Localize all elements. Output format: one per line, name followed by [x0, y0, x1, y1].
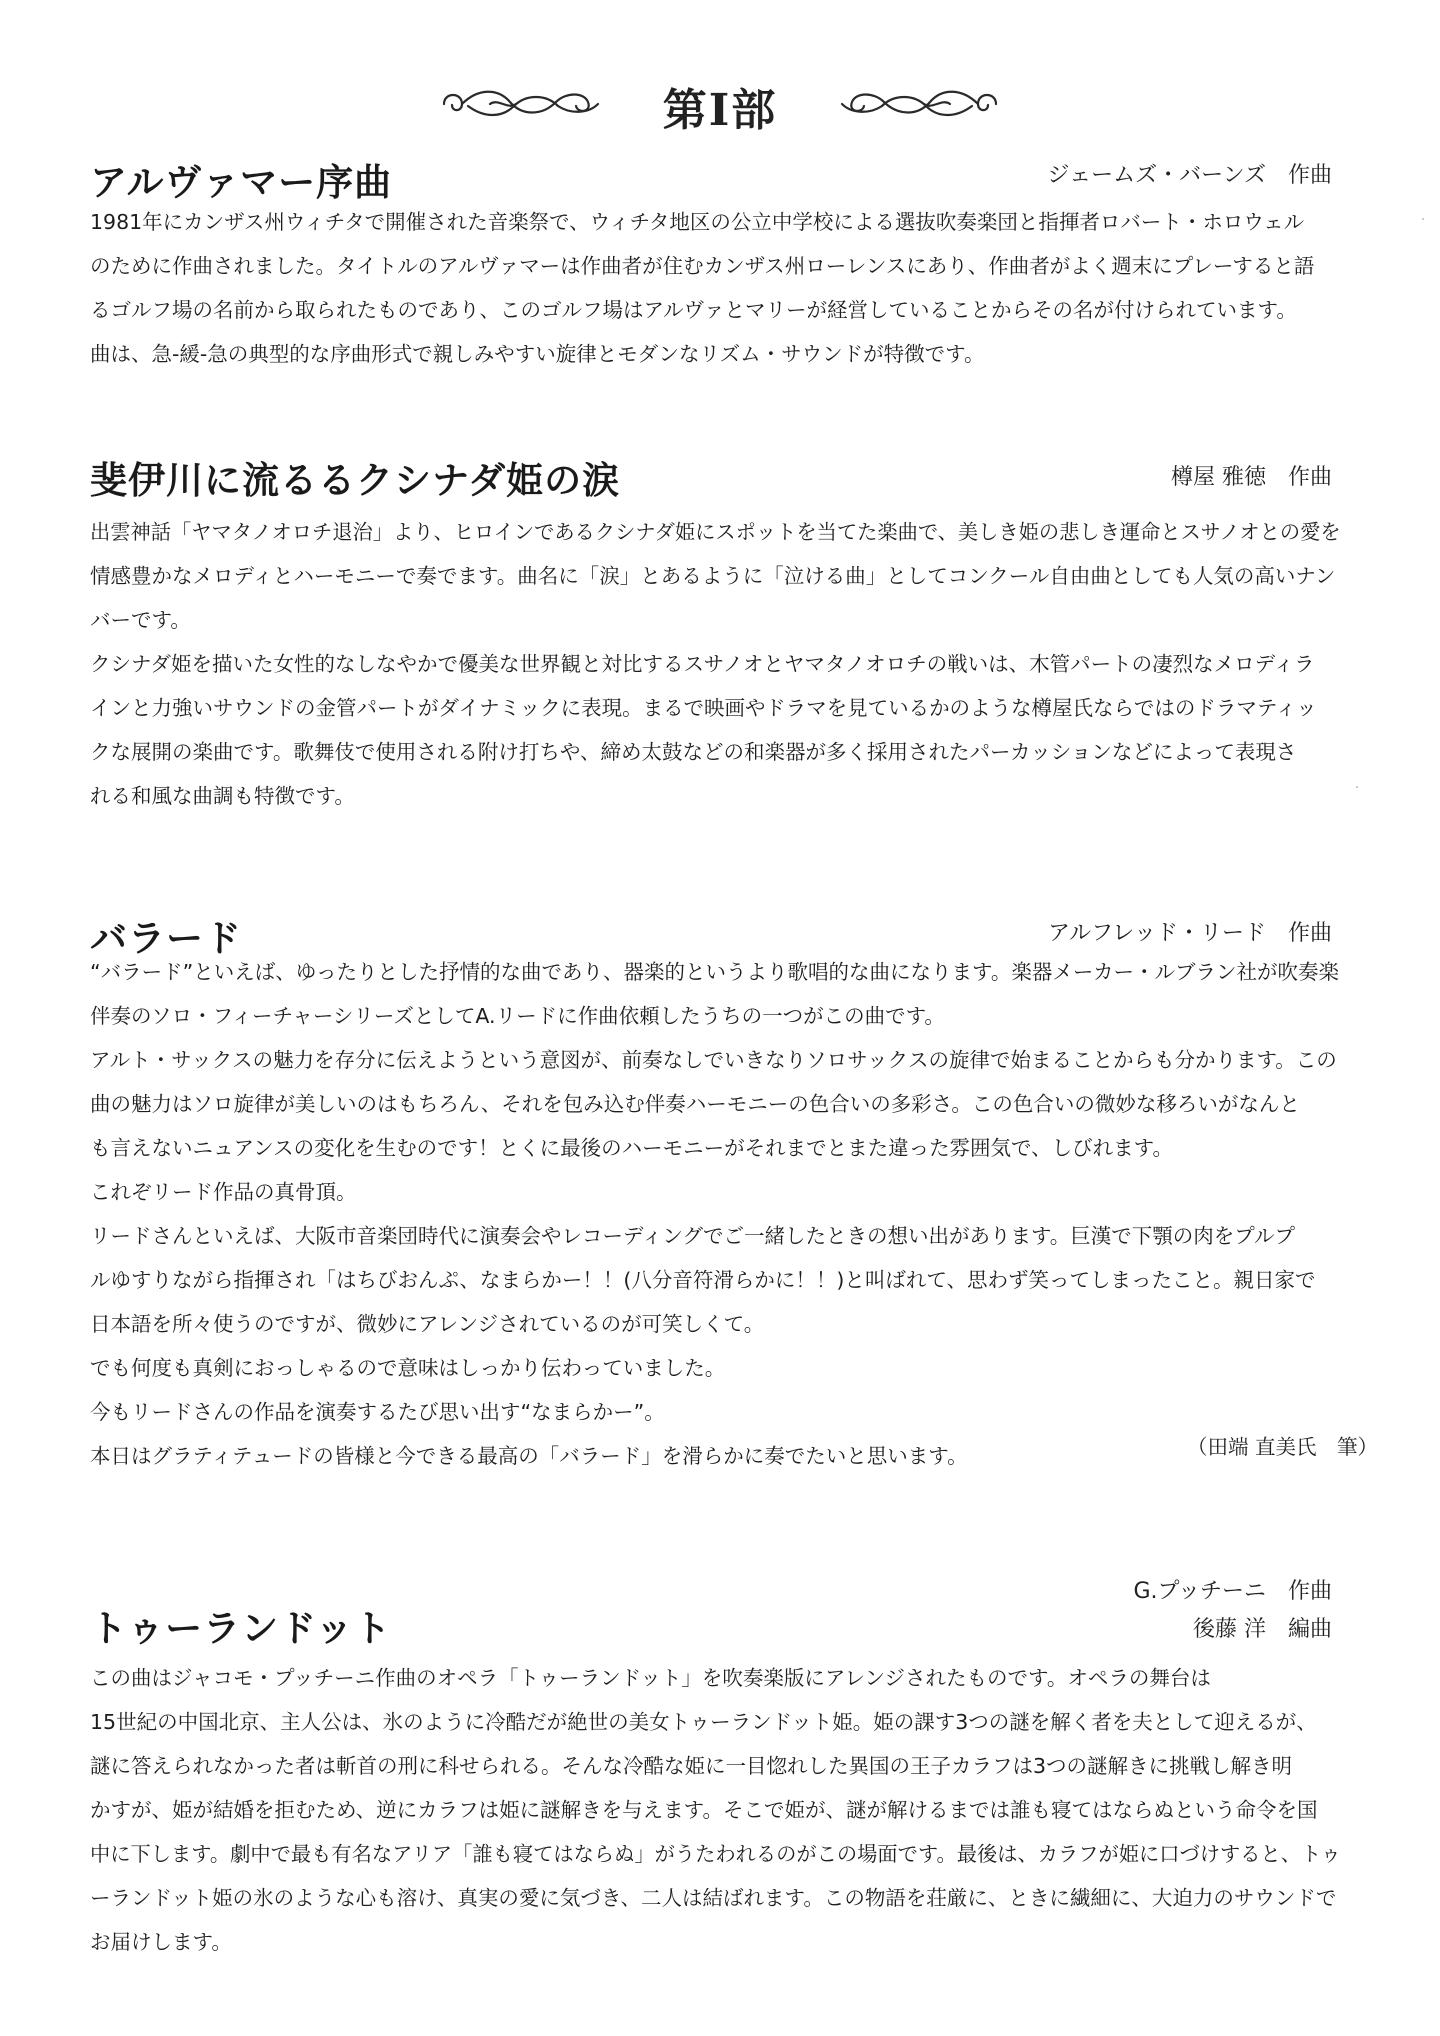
right-flourish-ornament — [834, 84, 1002, 124]
piece-description — [90, 510, 1350, 818]
description-line: 中に下します。劇中で最も有名なアリア「誰も寝てはならぬ」がうたわれるのがこの場面です。最後は、カラフが姫に口づけすると、トゥ — [90, 1842, 1341, 1866]
description-line: リードさんといえば、大阪市音楽団時代に演奏会やレコーディングでご一緒したときの想い出があります。巨漢で下顎の肉をプルプ — [90, 1224, 1295, 1248]
description-line: も言えないニュアンスの変化を生むのです！とくに最後のハーモニーがそれまでとまた違った雰囲気で、しびれます。 — [90, 1136, 1174, 1160]
paper-speck — [1356, 786, 1358, 788]
description-line: 曲の魅力はソロ旋律が美しいのはもちろん、それを包み込む伴奏ハーモニーの色合いの多彩さ。この色合いの微妙な移ろいがなんと — [90, 1092, 1300, 1116]
description-line: 日本語を所々使うのですが、微妙にアレンジされているのが可笑しくて。 — [90, 1312, 765, 1336]
description-line: 謎に答えられなかった者は斬首の刑に科せられる。そんな冷酷な姫に一目惚れした異国の王子カラフは3つの謎解きに挑戦し解き明 — [90, 1754, 1293, 1778]
piece-description — [90, 950, 1350, 1478]
piece-alvamar-overture — [90, 148, 1350, 388]
piece-title: バラード — [90, 917, 242, 960]
piece-title: トゥーランドット — [90, 1607, 392, 1650]
description-line: ーランドット姫の氷のような心も溶け、真実の愛に気づき、二人は結ばれます。この物語を荘厳に、ときに繊細に、大迫力のサウンドで — [90, 1886, 1337, 1910]
description-line: インと力強いサウンドの金管パートがダイナミックに表現。まるで映画やドラマを見ているかのような樽屋氏ならではのドラマティッ — [90, 696, 1317, 720]
composer-credit: G.プッチーニ 作曲 — [1133, 1579, 1332, 1604]
description-line: れる和風な曲調も特徴です。 — [90, 784, 355, 808]
piece-description — [90, 1656, 1350, 1964]
description-line: 曲は、急-緩-急の典型的な序曲形式で親しみやすい旋律とモダンなリズム・サウンドが特徴です。 — [90, 342, 985, 366]
description-line: でも何度も真剣におっしゃるので意味はしっかり伝わっていました。 — [90, 1356, 726, 1380]
piece-title: アルヴァマー序曲 — [90, 161, 393, 204]
description-line: クシナダ姫を描いた女性的なしなやかで優美な世界観と対比するスサノオとヤマタノオロチの戦いは、木管パートの凄烈なメロディラ — [90, 652, 1315, 676]
piece-title: 斐伊川に流るるクシナダ姫の涙 — [90, 459, 621, 502]
description-line: バーです。 — [90, 608, 191, 632]
left-flourish-ornament — [438, 84, 606, 124]
description-line: クな展開の楽曲です。歌舞伎で使用される附け打ちや、締め太鼓などの和楽器が多く採用されたパーカッションなどによって表現さ — [90, 740, 1297, 764]
piece-turandot — [90, 1562, 1350, 1982]
description-line: 15世紀の中国北京、主人公は、氷のように冷酷だが絶世の美女トゥーランドット姫。姫の課す3つの謎を解く者を夫として迎えるが、 — [90, 1710, 1317, 1734]
description-line: この曲はジャコモ・プッチーニ作曲のオペラ「トゥーランドット」を吹奏楽版にアレンジされたものです。オペラの舞台は — [90, 1666, 1211, 1690]
composer-credit: 樽屋 雅徳 作曲 — [1171, 465, 1332, 490]
description-line: 伴奏のソロ・フィーチャーシリーズとしてA.リードに作曲依頼したうちの一つがこの曲です。 — [90, 1004, 945, 1028]
author-signature: （田端 直美氏 筆） — [1186, 1435, 1378, 1459]
description-line: 情感豊かなメロディとハーモニーで奏でます。曲名に「涙」とあるように「泣ける曲」としてコンクール自由曲としても人気の高いナン — [90, 564, 1336, 588]
description-line: 本日はグラティテュードの皆様と今できる最高の「バラード」を滑らかに奏でたいと思います。 — [90, 1444, 968, 1468]
piece-kushinada — [90, 448, 1350, 828]
description-line: これぞリード作品の真骨頂。 — [90, 1180, 357, 1204]
description-line: お届けします。 — [90, 1930, 232, 1954]
piece-description — [90, 200, 1350, 376]
description-line: 出雲神話「ヤマタノオロチ退治」より、ヒロインであるクシナダ姫にスポットを当てた楽曲で、美しき姫の悲しき運命とスサノオとの愛を — [90, 520, 1341, 544]
description-line: かすが、姫が結婚を拒むため、逆にカラフは姫に謎解きを与えます。そこで姫が、謎が解けるまでは誰も寝てはならぬという命令を国 — [90, 1798, 1318, 1822]
part-header — [0, 70, 1440, 140]
part-title: 第Ⅰ部 — [662, 85, 778, 136]
description-line: ルゆすりながら指揮され「はちびおんぷ、なまらかー！！(八分音符滑らかに！！)と叫ばれて、思わず笑ってしまったこと。親日家で — [90, 1268, 1316, 1292]
description-line: “バラード”といえば、ゆったりとした抒情的な曲であり、器楽的というより歌唱的な曲になります。楽器メーカー・ルブラン社が吹奏楽 — [90, 960, 1339, 984]
composer-credit: アルフレッド・リード 作曲 — [1047, 921, 1332, 946]
description-line: のために作曲されました。タイトルのアルヴァマーは作曲者が住むカンザス州ローレンスにあり、作曲者がよく週末にプレーすると語 — [90, 254, 1315, 278]
description-line: 1981年にカンザス州ウィチタで開催された音楽祭で、ウィチタ地区の公立中学校による選抜吹奏楽団と指揮者ロバート・ホロウェル — [90, 210, 1305, 234]
description-line: るゴルフ場の名前から取られたものであり、このゴルフ場はアルヴァとマリーが経営していることからその名が付けられています。 — [90, 298, 1297, 322]
paper-speck — [1422, 218, 1424, 220]
description-line: アルト・サックスの魅力を存分に伝えようという意図が、前奏なしでいきなりソロサックスの旋律で始まることからも分かります。この — [90, 1048, 1337, 1072]
composer-credit: ジェームズ・バーンズ 作曲 — [1047, 163, 1332, 188]
arranger-credit: 後藤 洋 編曲 — [1193, 1617, 1332, 1642]
piece-ballade — [90, 908, 1378, 1488]
description-line: 今もリードさんの作品を演奏するたび思い出す“なまらかー”。 — [90, 1400, 665, 1424]
